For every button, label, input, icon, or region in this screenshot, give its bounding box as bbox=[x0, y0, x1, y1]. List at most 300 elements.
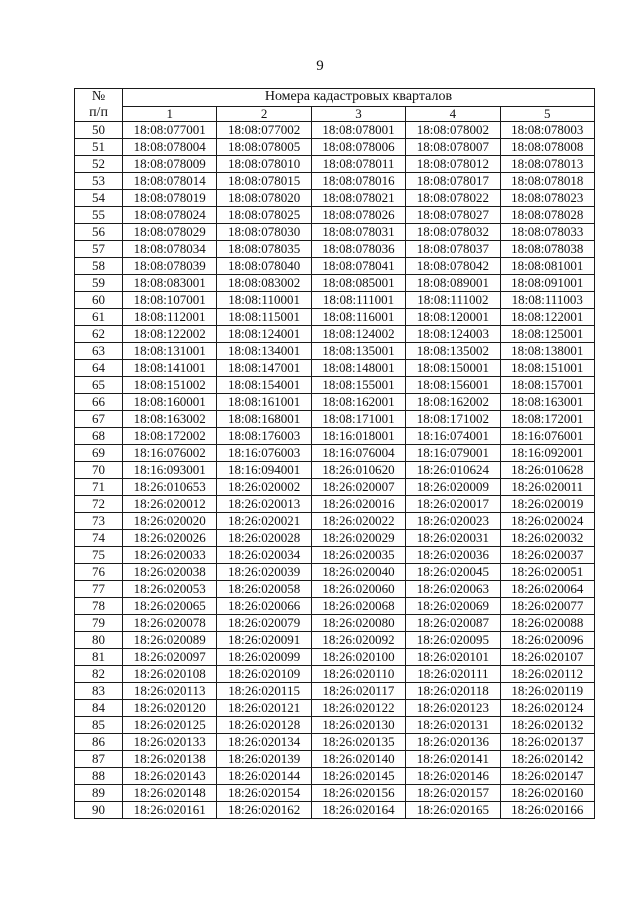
table-row bbox=[75, 513, 595, 530]
cadastral-number-cell: 18:26:020039 bbox=[217, 564, 311, 581]
cadastral-number-cell: 18:26:020040 bbox=[311, 564, 405, 581]
column-header-4: 4 bbox=[406, 106, 500, 121]
row-number-cell: 84 bbox=[75, 700, 123, 717]
table-row bbox=[75, 411, 595, 428]
group-header: Номера кадастровых кварталов bbox=[123, 89, 595, 107]
cadastral-number-cell: 18:08:162002 bbox=[406, 394, 500, 411]
cadastral-number-cell: 18:26:020130 bbox=[311, 717, 405, 734]
table-row bbox=[75, 564, 595, 581]
cadastral-number-cell: 18:26:020009 bbox=[406, 479, 500, 496]
table-row bbox=[75, 207, 595, 224]
row-number-cell: 58 bbox=[75, 258, 123, 275]
cadastral-number-cell: 18:26:020016 bbox=[311, 496, 405, 513]
cadastral-number-cell: 18:26:020080 bbox=[311, 615, 405, 632]
cadastral-number-cell: 18:26:020100 bbox=[311, 649, 405, 666]
cadastral-number-cell: 18:26:020125 bbox=[123, 717, 217, 734]
cadastral-number-cell: 18:26:020023 bbox=[406, 513, 500, 530]
cadastral-number-cell: 18:08:078012 bbox=[406, 156, 500, 173]
row-number-cell: 89 bbox=[75, 785, 123, 802]
cadastral-number-cell: 18:26:020117 bbox=[311, 683, 405, 700]
cadastral-number-cell: 18:08:078023 bbox=[500, 190, 594, 207]
cadastral-number-cell: 18:08:078009 bbox=[123, 156, 217, 173]
cadastral-number-cell: 18:26:020021 bbox=[217, 513, 311, 530]
cadastral-number-cell: 18:08:078032 bbox=[406, 224, 500, 241]
table-row bbox=[75, 479, 595, 496]
cadastral-number-cell: 18:08:078024 bbox=[123, 207, 217, 224]
cadastral-number-cell: 18:08:161001 bbox=[217, 394, 311, 411]
table-row bbox=[75, 462, 595, 479]
cadastral-number-cell: 18:26:020077 bbox=[500, 598, 594, 615]
table-row bbox=[75, 615, 595, 632]
cadastral-number-cell: 18:08:125001 bbox=[500, 326, 594, 343]
cadastral-number-cell: 18:08:078030 bbox=[217, 224, 311, 241]
cadastral-number-cell: 18:08:078022 bbox=[406, 190, 500, 207]
table-row bbox=[75, 360, 595, 377]
cadastral-number-cell: 18:26:020037 bbox=[500, 547, 594, 564]
cadastral-number-cell: 18:26:020031 bbox=[406, 530, 500, 547]
table-row bbox=[75, 547, 595, 564]
cadastral-number-cell: 18:26:020154 bbox=[217, 785, 311, 802]
cadastral-number-cell: 18:26:020078 bbox=[123, 615, 217, 632]
cadastral-number-cell: 18:16:076004 bbox=[311, 445, 405, 462]
cadastral-number-cell: 18:16:079001 bbox=[406, 445, 500, 462]
cadastral-number-cell: 18:08:134001 bbox=[217, 343, 311, 360]
table-row bbox=[75, 581, 595, 598]
row-number-cell: 52 bbox=[75, 156, 123, 173]
table-row bbox=[75, 343, 595, 360]
table-row bbox=[75, 598, 595, 615]
table-row bbox=[75, 326, 595, 343]
cadastral-number-cell: 18:26:020033 bbox=[123, 547, 217, 564]
cadastral-number-cell: 18:26:020020 bbox=[123, 513, 217, 530]
table-row bbox=[75, 190, 595, 207]
cadastral-number-cell: 18:08:078034 bbox=[123, 241, 217, 258]
table-row bbox=[75, 275, 595, 292]
cadastral-number-cell: 18:08:078019 bbox=[123, 190, 217, 207]
cadastral-number-cell: 18:26:020164 bbox=[311, 802, 405, 819]
cadastral-number-cell: 18:26:020110 bbox=[311, 666, 405, 683]
row-number-cell: 73 bbox=[75, 513, 123, 530]
row-number-cell: 65 bbox=[75, 377, 123, 394]
column-header-2: 2 bbox=[217, 106, 311, 121]
cadastral-number-cell: 18:08:111001 bbox=[311, 292, 405, 309]
cadastral-number-cell: 18:26:020140 bbox=[311, 751, 405, 768]
cadastral-number-cell: 18:08:163002 bbox=[123, 411, 217, 428]
cadastral-number-cell: 18:08:078036 bbox=[311, 241, 405, 258]
cadastral-number-cell: 18:08:135002 bbox=[406, 343, 500, 360]
cadastral-number-cell: 18:26:010628 bbox=[500, 462, 594, 479]
cadastral-number-cell: 18:26:020119 bbox=[500, 683, 594, 700]
cadastral-number-cell: 18:26:020028 bbox=[217, 530, 311, 547]
cadastral-number-cell: 18:08:151001 bbox=[500, 360, 594, 377]
cadastral-number-cell: 18:26:020012 bbox=[123, 496, 217, 513]
cadastral-number-cell: 18:08:078041 bbox=[311, 258, 405, 275]
column-header-1: 1 bbox=[123, 106, 217, 121]
row-number-cell: 60 bbox=[75, 292, 123, 309]
cadastral-number-cell: 18:26:020146 bbox=[406, 768, 500, 785]
cadastral-number-cell: 18:26:020122 bbox=[311, 700, 405, 717]
cadastral-number-cell: 18:08:111003 bbox=[500, 292, 594, 309]
cadastral-number-cell: 18:26:020053 bbox=[123, 581, 217, 598]
cadastral-number-cell: 18:26:020029 bbox=[311, 530, 405, 547]
row-number-cell: 90 bbox=[75, 802, 123, 819]
cadastral-number-cell: 18:26:020066 bbox=[217, 598, 311, 615]
cadastral-number-cell: 18:08:081001 bbox=[500, 258, 594, 275]
cadastral-number-cell: 18:08:176003 bbox=[217, 428, 311, 445]
cadastral-number-cell: 18:08:147001 bbox=[217, 360, 311, 377]
row-number-cell: 51 bbox=[75, 139, 123, 156]
cadastral-number-cell: 18:26:020135 bbox=[311, 734, 405, 751]
row-number-cell: 61 bbox=[75, 309, 123, 326]
cadastral-number-cell: 18:26:020032 bbox=[500, 530, 594, 547]
cadastral-number-cell: 18:08:091001 bbox=[500, 275, 594, 292]
cadastral-number-cell: 18:08:078008 bbox=[500, 139, 594, 156]
cadastral-number-cell: 18:08:131001 bbox=[123, 343, 217, 360]
cadastral-number-cell: 18:08:078004 bbox=[123, 139, 217, 156]
cadastral-number-cell: 18:26:020058 bbox=[217, 581, 311, 598]
cadastral-number-cell: 18:16:076001 bbox=[500, 428, 594, 445]
cadastral-number-cell: 18:26:020068 bbox=[311, 598, 405, 615]
cadastral-number-cell: 18:08:078017 bbox=[406, 173, 500, 190]
cadastral-number-cell: 18:08:157001 bbox=[500, 377, 594, 394]
cadastral-number-cell: 18:08:078027 bbox=[406, 207, 500, 224]
cadastral-number-cell: 18:26:020007 bbox=[311, 479, 405, 496]
cadastral-number-cell: 18:26:020165 bbox=[406, 802, 500, 819]
row-number-header-line2: п/п bbox=[89, 105, 108, 120]
cadastral-number-cell: 18:08:124003 bbox=[406, 326, 500, 343]
cadastral-number-cell: 18:08:078042 bbox=[406, 258, 500, 275]
row-number-cell: 63 bbox=[75, 343, 123, 360]
table-row bbox=[75, 309, 595, 326]
table-row bbox=[75, 377, 595, 394]
page-number: 9 bbox=[316, 58, 324, 74]
cadastral-number-cell: 18:08:078011 bbox=[311, 156, 405, 173]
cadastral-number-cell: 18:26:020141 bbox=[406, 751, 500, 768]
cadastral-number-cell: 18:26:020091 bbox=[217, 632, 311, 649]
cadastral-number-cell: 18:08:078037 bbox=[406, 241, 500, 258]
cadastral-number-cell: 18:26:020026 bbox=[123, 530, 217, 547]
row-number-cell: 88 bbox=[75, 768, 123, 785]
table-row bbox=[75, 445, 595, 462]
table-row bbox=[75, 394, 595, 411]
row-number-cell: 81 bbox=[75, 649, 123, 666]
cadastral-number-cell: 18:08:122001 bbox=[500, 309, 594, 326]
cadastral-number-cell: 18:08:077002 bbox=[217, 122, 311, 139]
cadastral-number-cell: 18:08:154001 bbox=[217, 377, 311, 394]
cadastral-number-cell: 18:26:020142 bbox=[500, 751, 594, 768]
row-number-cell: 74 bbox=[75, 530, 123, 547]
table-row bbox=[75, 768, 595, 785]
cadastral-number-cell: 18:08:151002 bbox=[123, 377, 217, 394]
cadastral-number-cell: 18:08:156001 bbox=[406, 377, 500, 394]
cadastral-number-cell: 18:26:020160 bbox=[500, 785, 594, 802]
cadastral-number-cell: 18:26:020019 bbox=[500, 496, 594, 513]
cadastral-number-cell: 18:26:020034 bbox=[217, 547, 311, 564]
cadastral-number-cell: 18:26:020157 bbox=[406, 785, 500, 802]
cadastral-number-cell: 18:08:083001 bbox=[123, 275, 217, 292]
table-row bbox=[75, 530, 595, 547]
cadastral-number-cell: 18:26:020131 bbox=[406, 717, 500, 734]
row-number-cell: 86 bbox=[75, 734, 123, 751]
cadastral-number-cell: 18:26:020166 bbox=[500, 802, 594, 819]
table-row bbox=[75, 785, 595, 802]
cadastral-number-cell: 18:08:078035 bbox=[217, 241, 311, 258]
cadastral-number-cell: 18:26:020096 bbox=[500, 632, 594, 649]
table-row bbox=[75, 496, 595, 513]
table-row bbox=[75, 649, 595, 666]
cadastral-number-cell: 18:08:172002 bbox=[123, 428, 217, 445]
table-row bbox=[75, 139, 595, 156]
cadastral-number-cell: 18:26:020108 bbox=[123, 666, 217, 683]
row-number-cell: 57 bbox=[75, 241, 123, 258]
cadastral-number-cell: 18:26:020139 bbox=[217, 751, 311, 768]
row-number-cell: 66 bbox=[75, 394, 123, 411]
table-row bbox=[75, 700, 595, 717]
row-number-cell: 80 bbox=[75, 632, 123, 649]
row-number-cell: 83 bbox=[75, 683, 123, 700]
row-number-header-line1: № bbox=[91, 89, 106, 104]
cadastral-number-cell: 18:26:020133 bbox=[123, 734, 217, 751]
cadastral-number-cell: 18:26:020144 bbox=[217, 768, 311, 785]
cadastral-number-cell: 18:08:116001 bbox=[311, 309, 405, 326]
row-number-cell: 70 bbox=[75, 462, 123, 479]
table-row bbox=[75, 802, 595, 819]
cadastral-number-cell: 18:26:020036 bbox=[406, 547, 500, 564]
cadastral-number-cell: 18:26:020147 bbox=[500, 768, 594, 785]
cadastral-number-cell: 18:08:171001 bbox=[311, 411, 405, 428]
cadastral-number-cell: 18:26:020107 bbox=[500, 649, 594, 666]
cadastral-number-cell: 18:08:078007 bbox=[406, 139, 500, 156]
cadastral-number-cell: 18:26:020097 bbox=[123, 649, 217, 666]
table-row bbox=[75, 224, 595, 241]
cadastral-number-cell: 18:08:122002 bbox=[123, 326, 217, 343]
row-number-cell: 54 bbox=[75, 190, 123, 207]
cadastral-number-cell: 18:26:020069 bbox=[406, 598, 500, 615]
cadastral-number-cell: 18:16:074001 bbox=[406, 428, 500, 445]
cadastral-number-cell: 18:26:020002 bbox=[217, 479, 311, 496]
cadastral-number-cell: 18:26:020051 bbox=[500, 564, 594, 581]
cadastral-number-cell: 18:26:020143 bbox=[123, 768, 217, 785]
cadastral-number-cell: 18:08:135001 bbox=[311, 343, 405, 360]
cadastral-number-cell: 18:08:078021 bbox=[311, 190, 405, 207]
cadastral-number-cell: 18:26:020099 bbox=[217, 649, 311, 666]
cadastral-number-cell: 18:26:020121 bbox=[217, 700, 311, 717]
cadastral-number-cell: 18:08:078026 bbox=[311, 207, 405, 224]
cadastral-number-cell: 18:08:078006 bbox=[311, 139, 405, 156]
cadastral-number-cell: 18:08:155001 bbox=[311, 377, 405, 394]
cadastral-number-cell: 18:08:107001 bbox=[123, 292, 217, 309]
cadastral-number-cell: 18:26:020113 bbox=[123, 683, 217, 700]
row-number-cell: 56 bbox=[75, 224, 123, 241]
row-number-cell: 69 bbox=[75, 445, 123, 462]
cadastral-number-cell: 18:08:078018 bbox=[500, 173, 594, 190]
cadastral-number-cell: 18:16:076003 bbox=[217, 445, 311, 462]
cadastral-number-cell: 18:26:020087 bbox=[406, 615, 500, 632]
cadastral-number-cell: 18:08:150001 bbox=[406, 360, 500, 377]
cadastral-number-cell: 18:08:078033 bbox=[500, 224, 594, 241]
row-number-cell: 87 bbox=[75, 751, 123, 768]
cadastral-number-cell: 18:08:120001 bbox=[406, 309, 500, 326]
cadastral-quarters-table bbox=[74, 88, 595, 819]
cadastral-number-cell: 18:26:020011 bbox=[500, 479, 594, 496]
cadastral-number-cell: 18:08:078015 bbox=[217, 173, 311, 190]
cadastral-number-cell: 18:26:020162 bbox=[217, 802, 311, 819]
row-number-cell: 79 bbox=[75, 615, 123, 632]
cadastral-number-cell: 18:08:078038 bbox=[500, 241, 594, 258]
cadastral-number-cell: 18:26:020060 bbox=[311, 581, 405, 598]
cadastral-number-cell: 18:26:020045 bbox=[406, 564, 500, 581]
cadastral-number-cell: 18:26:020148 bbox=[123, 785, 217, 802]
cadastral-number-cell: 18:08:124001 bbox=[217, 326, 311, 343]
cadastral-number-cell: 18:26:010624 bbox=[406, 462, 500, 479]
row-number-cell: 68 bbox=[75, 428, 123, 445]
cadastral-number-cell: 18:26:020038 bbox=[123, 564, 217, 581]
cadastral-number-cell: 18:08:078025 bbox=[217, 207, 311, 224]
cadastral-number-cell: 18:26:020136 bbox=[406, 734, 500, 751]
table-header bbox=[75, 89, 595, 122]
row-number-cell: 77 bbox=[75, 581, 123, 598]
cadastral-number-cell: 18:16:094001 bbox=[217, 462, 311, 479]
cadastral-number-cell: 18:26:020111 bbox=[406, 666, 500, 683]
cadastral-number-cell: 18:08:138001 bbox=[500, 343, 594, 360]
cadastral-number-cell: 18:08:078003 bbox=[500, 122, 594, 139]
cadastral-number-cell: 18:26:020123 bbox=[406, 700, 500, 717]
table-row bbox=[75, 666, 595, 683]
cadastral-number-cell: 18:26:020095 bbox=[406, 632, 500, 649]
cadastral-number-cell: 18:26:020109 bbox=[217, 666, 311, 683]
cadastral-number-cell: 18:08:078028 bbox=[500, 207, 594, 224]
cadastral-number-cell: 18:26:020013 bbox=[217, 496, 311, 513]
cadastral-number-cell: 18:16:093001 bbox=[123, 462, 217, 479]
cadastral-number-cell: 18:08:168001 bbox=[217, 411, 311, 428]
column-number-row bbox=[75, 106, 595, 121]
cadastral-number-cell: 18:26:020101 bbox=[406, 649, 500, 666]
table-row bbox=[75, 717, 595, 734]
cadastral-number-cell: 18:08:162001 bbox=[311, 394, 405, 411]
cadastral-number-cell: 18:08:089001 bbox=[406, 275, 500, 292]
row-number-cell: 85 bbox=[75, 717, 123, 734]
table-row bbox=[75, 632, 595, 649]
row-number-cell: 67 bbox=[75, 411, 123, 428]
cadastral-number-cell: 18:26:020132 bbox=[500, 717, 594, 734]
row-number-header bbox=[75, 89, 123, 122]
cadastral-number-cell: 18:08:078020 bbox=[217, 190, 311, 207]
cadastral-number-cell: 18:26:020089 bbox=[123, 632, 217, 649]
cadastral-number-cell: 18:26:020065 bbox=[123, 598, 217, 615]
row-number-cell: 78 bbox=[75, 598, 123, 615]
cadastral-number-cell: 18:16:018001 bbox=[311, 428, 405, 445]
cadastral-number-cell: 18:26:010653 bbox=[123, 479, 217, 496]
cadastral-number-cell: 18:08:078040 bbox=[217, 258, 311, 275]
cadastral-number-cell: 18:08:163001 bbox=[500, 394, 594, 411]
table-row bbox=[75, 173, 595, 190]
cadastral-number-cell: 18:08:078002 bbox=[406, 122, 500, 139]
cadastral-number-cell: 18:08:078031 bbox=[311, 224, 405, 241]
column-header-3: 3 bbox=[311, 106, 405, 121]
cadastral-number-cell: 18:08:078013 bbox=[500, 156, 594, 173]
cadastral-number-cell: 18:26:020017 bbox=[406, 496, 500, 513]
cadastral-number-cell: 18:26:020137 bbox=[500, 734, 594, 751]
cadastral-number-cell: 18:26:020112 bbox=[500, 666, 594, 683]
cadastral-number-cell: 18:26:020063 bbox=[406, 581, 500, 598]
table-row bbox=[75, 734, 595, 751]
row-number-cell: 55 bbox=[75, 207, 123, 224]
table-row bbox=[75, 292, 595, 309]
cadastral-number-cell: 18:08:112001 bbox=[123, 309, 217, 326]
table-row bbox=[75, 751, 595, 768]
cadastral-number-cell: 18:08:078001 bbox=[311, 122, 405, 139]
row-number-cell: 75 bbox=[75, 547, 123, 564]
row-number-cell: 82 bbox=[75, 666, 123, 683]
cadastral-number-cell: 18:26:020120 bbox=[123, 700, 217, 717]
cadastral-number-cell: 18:08:171002 bbox=[406, 411, 500, 428]
cadastral-number-cell: 18:08:083002 bbox=[217, 275, 311, 292]
cadastral-number-cell: 18:08:078005 bbox=[217, 139, 311, 156]
column-header-5: 5 bbox=[500, 106, 594, 121]
table-body bbox=[75, 122, 595, 819]
cadastral-number-cell: 18:26:020161 bbox=[123, 802, 217, 819]
cadastral-number-cell: 18:08:148001 bbox=[311, 360, 405, 377]
table-row bbox=[75, 258, 595, 275]
table-row bbox=[75, 156, 595, 173]
cadastral-number-cell: 18:26:020124 bbox=[500, 700, 594, 717]
row-number-cell: 71 bbox=[75, 479, 123, 496]
cadastral-number-cell: 18:08:085001 bbox=[311, 275, 405, 292]
cadastral-number-cell: 18:08:115001 bbox=[217, 309, 311, 326]
cadastral-number-cell: 18:16:076002 bbox=[123, 445, 217, 462]
row-number-cell: 62 bbox=[75, 326, 123, 343]
cadastral-number-cell: 18:26:020024 bbox=[500, 513, 594, 530]
cadastral-number-cell: 18:26:020088 bbox=[500, 615, 594, 632]
cadastral-number-cell: 18:08:077001 bbox=[123, 122, 217, 139]
cadastral-number-cell: 18:26:020022 bbox=[311, 513, 405, 530]
cadastral-number-cell: 18:26:020079 bbox=[217, 615, 311, 632]
cadastral-number-cell: 18:26:020092 bbox=[311, 632, 405, 649]
cadastral-number-cell: 18:26:020134 bbox=[217, 734, 311, 751]
row-number-cell: 59 bbox=[75, 275, 123, 292]
table-row bbox=[75, 241, 595, 258]
cadastral-number-cell: 18:08:172001 bbox=[500, 411, 594, 428]
table-row bbox=[75, 428, 595, 445]
cadastral-number-cell: 18:26:020128 bbox=[217, 717, 311, 734]
table-row bbox=[75, 683, 595, 700]
cadastral-number-cell: 18:08:110001 bbox=[217, 292, 311, 309]
cadastral-number-cell: 18:08:078016 bbox=[311, 173, 405, 190]
row-number-cell: 53 bbox=[75, 173, 123, 190]
row-number-cell: 64 bbox=[75, 360, 123, 377]
cadastral-number-cell: 18:26:020064 bbox=[500, 581, 594, 598]
cadastral-number-cell: 18:26:020156 bbox=[311, 785, 405, 802]
cadastral-number-cell: 18:26:020035 bbox=[311, 547, 405, 564]
cadastral-number-cell: 18:26:020118 bbox=[406, 683, 500, 700]
cadastral-number-cell: 18:08:111002 bbox=[406, 292, 500, 309]
cadastral-number-cell: 18:08:124002 bbox=[311, 326, 405, 343]
cadastral-number-cell: 18:08:078029 bbox=[123, 224, 217, 241]
cadastral-number-cell: 18:26:020138 bbox=[123, 751, 217, 768]
row-number-cell: 50 bbox=[75, 122, 123, 139]
cadastral-number-cell: 18:26:020115 bbox=[217, 683, 311, 700]
row-number-cell: 76 bbox=[75, 564, 123, 581]
cadastral-number-cell: 18:08:141001 bbox=[123, 360, 217, 377]
cadastral-number-cell: 18:08:078010 bbox=[217, 156, 311, 173]
cadastral-number-cell: 18:08:078039 bbox=[123, 258, 217, 275]
cadastral-number-cell: 18:26:010620 bbox=[311, 462, 405, 479]
table-row bbox=[75, 122, 595, 139]
cadastral-number-cell: 18:08:160001 bbox=[123, 394, 217, 411]
cadastral-number-cell: 18:16:092001 bbox=[500, 445, 594, 462]
cadastral-number-cell: 18:26:020145 bbox=[311, 768, 405, 785]
row-number-cell: 72 bbox=[75, 496, 123, 513]
